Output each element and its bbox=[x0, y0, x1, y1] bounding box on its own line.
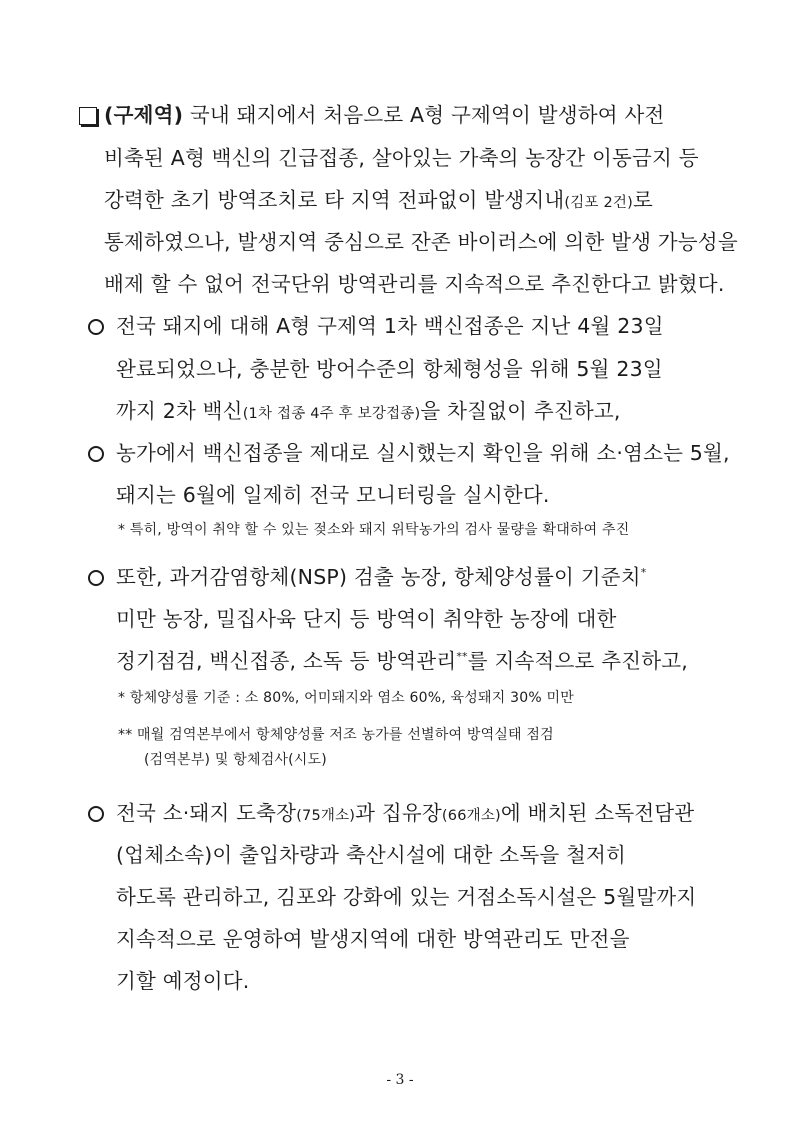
bullet3-text: 를 지속적으로 추진하고, bbox=[467, 649, 688, 673]
bullet2-footnote: * 특히, 방역이 취약 할 수 있는 젖소와 돼지 위탁농가의 검사 물량을 확대하여 추진 bbox=[118, 522, 630, 538]
section-text: 국내 돼지에서 처음으로 A형 구제역이 발생하여 사전 bbox=[183, 103, 665, 127]
bullet3-line-1 bbox=[116, 563, 647, 591]
section-line-2: 비축된 A형 백신의 긴급접종, 살아있는 가축의 농장간 이동금지 등 bbox=[104, 146, 699, 170]
bullet3-footnote-3: (검역본부) 및 항체검사(시도) bbox=[144, 752, 327, 768]
footnote-marker: * bbox=[640, 566, 647, 580]
bullet4-note-inline: (66개소) bbox=[441, 808, 501, 824]
bullet4-text: 에 배치된 소독전담관 bbox=[500, 801, 695, 825]
bullet1-text: 까지 2차 백신 bbox=[116, 399, 243, 423]
bullet3-line-2: 미만 농장, 밀집사육 단지 등 방역이 취약한 농장에 대한 bbox=[116, 607, 617, 631]
page-number: - 3 - bbox=[386, 1072, 414, 1088]
checkbox-bullet-icon bbox=[79, 107, 97, 125]
bullet2-line-2: 돼지는 6월에 일제히 전국 모니터링을 실시한다. bbox=[116, 483, 550, 507]
bullet4-line-1 bbox=[116, 799, 694, 830]
bullet3-line-3 bbox=[116, 647, 688, 675]
bullet3-text: 또한, 과거감염항체(NSP) 검출 농장, 항체양성률이 기준치 bbox=[116, 565, 641, 589]
section-text: 강력한 초기 방역조치로 타 지역 전파없이 발생지내 bbox=[104, 188, 565, 212]
bullet3-footnote-1: * 항체양성률 기준 : 소 80%, 어미돼지와 염소 60%, 육성돼지 30% 미만 bbox=[118, 690, 574, 706]
bullet1-line-3 bbox=[116, 397, 621, 428]
bullet4-line-5: 기할 예정이다. bbox=[116, 969, 250, 993]
bullet3-text: 정기점검, 백신접종, 소독 등 방역관리 bbox=[116, 649, 457, 673]
circle-bullet-icon bbox=[88, 446, 104, 462]
bullet4-text: 전국 소·돼지 도축장 bbox=[116, 801, 297, 825]
section-text: 로 bbox=[632, 188, 653, 212]
bullet3-footnote-2: ** 매월 검역본부에서 항체양성률 저조 농가를 선별하여 방역실태 점검 bbox=[118, 727, 554, 743]
circle-bullet-icon bbox=[88, 806, 104, 822]
section-line-5: 배제 할 수 없어 전국단위 방역관리를 지속적으로 추진한다고 밝혔다. bbox=[104, 272, 725, 296]
section-line-1 bbox=[104, 101, 664, 129]
section-line-4: 통제하였으나, 발생지역 중심으로 잔존 바이러스에 의한 발생 가능성을 bbox=[104, 230, 738, 254]
circle-bullet-icon bbox=[88, 570, 104, 586]
section-line-3 bbox=[104, 186, 653, 217]
section-note-inline: (김포 2건) bbox=[564, 195, 633, 211]
footnote-marker: ** bbox=[456, 650, 468, 664]
bullet2-line-1: 농가에서 백신접종을 제대로 실시했는지 확인을 위해 소·염소는 5월, bbox=[116, 441, 730, 465]
circle-bullet-icon bbox=[88, 319, 104, 335]
bullet1-line-2: 완료되었으나, 충분한 방어수준의 항체형성을 위해 5월 23일 bbox=[116, 357, 663, 381]
bullet1-line-1: 전국 돼지에 대해 A형 구제역 1차 백신접종은 지난 4월 23일 bbox=[116, 314, 664, 338]
bullet4-note-inline: (75개소) bbox=[296, 808, 356, 824]
bullet1-text: 을 차질없이 추진하고, bbox=[420, 399, 621, 423]
bullet4-line-2: (업체소속)이 출입차량과 축산시설에 대한 소독을 철저히 bbox=[116, 843, 627, 867]
bullet4-text: 과 집유장 bbox=[355, 801, 442, 825]
bullet4-line-4: 지속적으로 운영하여 발생지역에 대한 방역관리도 만전을 bbox=[116, 927, 630, 951]
bullet4-line-3: 하도록 관리하고, 김포와 강화에 있는 거점소독시설은 5월말까지 bbox=[116, 885, 697, 909]
section-heading: (구제역) bbox=[104, 103, 184, 127]
bullet1-note-inline: (1차 접종 4주 후 보강접종) bbox=[242, 406, 421, 422]
